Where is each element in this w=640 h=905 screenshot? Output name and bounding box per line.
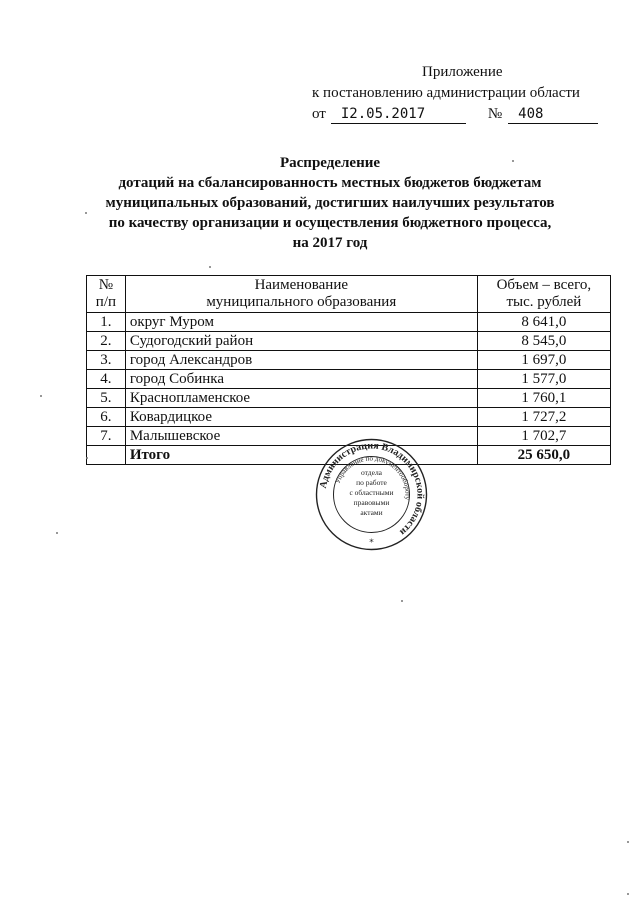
appendix-title: Приложение bbox=[422, 64, 503, 80]
from-label: от bbox=[312, 106, 326, 122]
appendix-date-line bbox=[312, 104, 602, 125]
table-header-row bbox=[87, 276, 611, 313]
row-value: 8 545,0 bbox=[477, 332, 610, 351]
title-line-5: на 2017 год bbox=[292, 235, 368, 251]
row-number: 3. bbox=[87, 351, 126, 370]
title-line-4: по качеству организации и осуществления бюджетного процесса, bbox=[108, 215, 552, 231]
row-value: 1 760,1 bbox=[477, 389, 610, 408]
row-value: 8 641,0 bbox=[477, 313, 610, 332]
stamp-center-line: с областными bbox=[349, 488, 394, 497]
stamp-center-line: отдела bbox=[360, 468, 383, 477]
row-name: город Собинка bbox=[125, 370, 477, 389]
title-line-3: муниципальных образований, достигших наилучших результатов bbox=[105, 195, 555, 211]
document-title bbox=[80, 153, 580, 253]
total-label: Итого bbox=[125, 446, 477, 465]
table-row bbox=[87, 370, 611, 389]
row-value: 1 702,7 bbox=[477, 427, 610, 446]
stamp-center-line: правовыми bbox=[353, 498, 390, 507]
row-number: 6. bbox=[87, 408, 126, 427]
table-row bbox=[87, 332, 611, 351]
decree-date: I2.05.2017 bbox=[331, 106, 466, 124]
row-value: 1 697,0 bbox=[477, 351, 610, 370]
stamp-center bbox=[349, 468, 393, 517]
row-number: 4. bbox=[87, 370, 126, 389]
table-row bbox=[87, 389, 611, 408]
appendix-subtitle: к постановлению администрации области bbox=[312, 85, 580, 101]
row-number: 1. bbox=[87, 313, 126, 332]
total-number bbox=[87, 446, 126, 465]
row-name: Краснопламенское bbox=[125, 389, 477, 408]
table-row bbox=[87, 351, 611, 370]
row-number: 5. bbox=[87, 389, 126, 408]
stamp-center-line: актами bbox=[360, 508, 383, 517]
title-line-2: дотаций на сбалансированность местных бюджетов бюджетам bbox=[118, 175, 542, 191]
number-label: № bbox=[487, 106, 503, 122]
row-name: Малышевское bbox=[125, 427, 477, 446]
decree-number: 408 bbox=[508, 106, 598, 124]
office-stamp bbox=[314, 437, 429, 552]
header-value: Объем – всего, тыс. рублей bbox=[477, 276, 610, 313]
header-name: Наименование муниципального образования bbox=[125, 276, 477, 313]
table-row bbox=[87, 408, 611, 427]
row-name: Судогодский район bbox=[125, 332, 477, 351]
table-row bbox=[87, 313, 611, 332]
stamp-star: * bbox=[369, 538, 374, 548]
row-number: 2. bbox=[87, 332, 126, 351]
row-value: 1 577,0 bbox=[477, 370, 610, 389]
stamp-center-line: по работе bbox=[356, 478, 387, 487]
row-name: город Александров bbox=[125, 351, 477, 370]
title-line-1: Распределение bbox=[279, 155, 381, 171]
row-value: 1 727,2 bbox=[477, 408, 610, 427]
stamp-outer-text: Администрация Владимирской области bbox=[317, 440, 426, 538]
total-value: 25 650,0 bbox=[477, 446, 610, 465]
stamp-ring-text: Управление по документообороту bbox=[333, 454, 412, 501]
header-number: № п/п bbox=[87, 276, 126, 313]
row-name: округ Муром bbox=[125, 313, 477, 332]
appendix-block bbox=[312, 62, 602, 125]
row-name: Ковардицкое bbox=[125, 408, 477, 427]
row-number: 7. bbox=[87, 427, 126, 446]
